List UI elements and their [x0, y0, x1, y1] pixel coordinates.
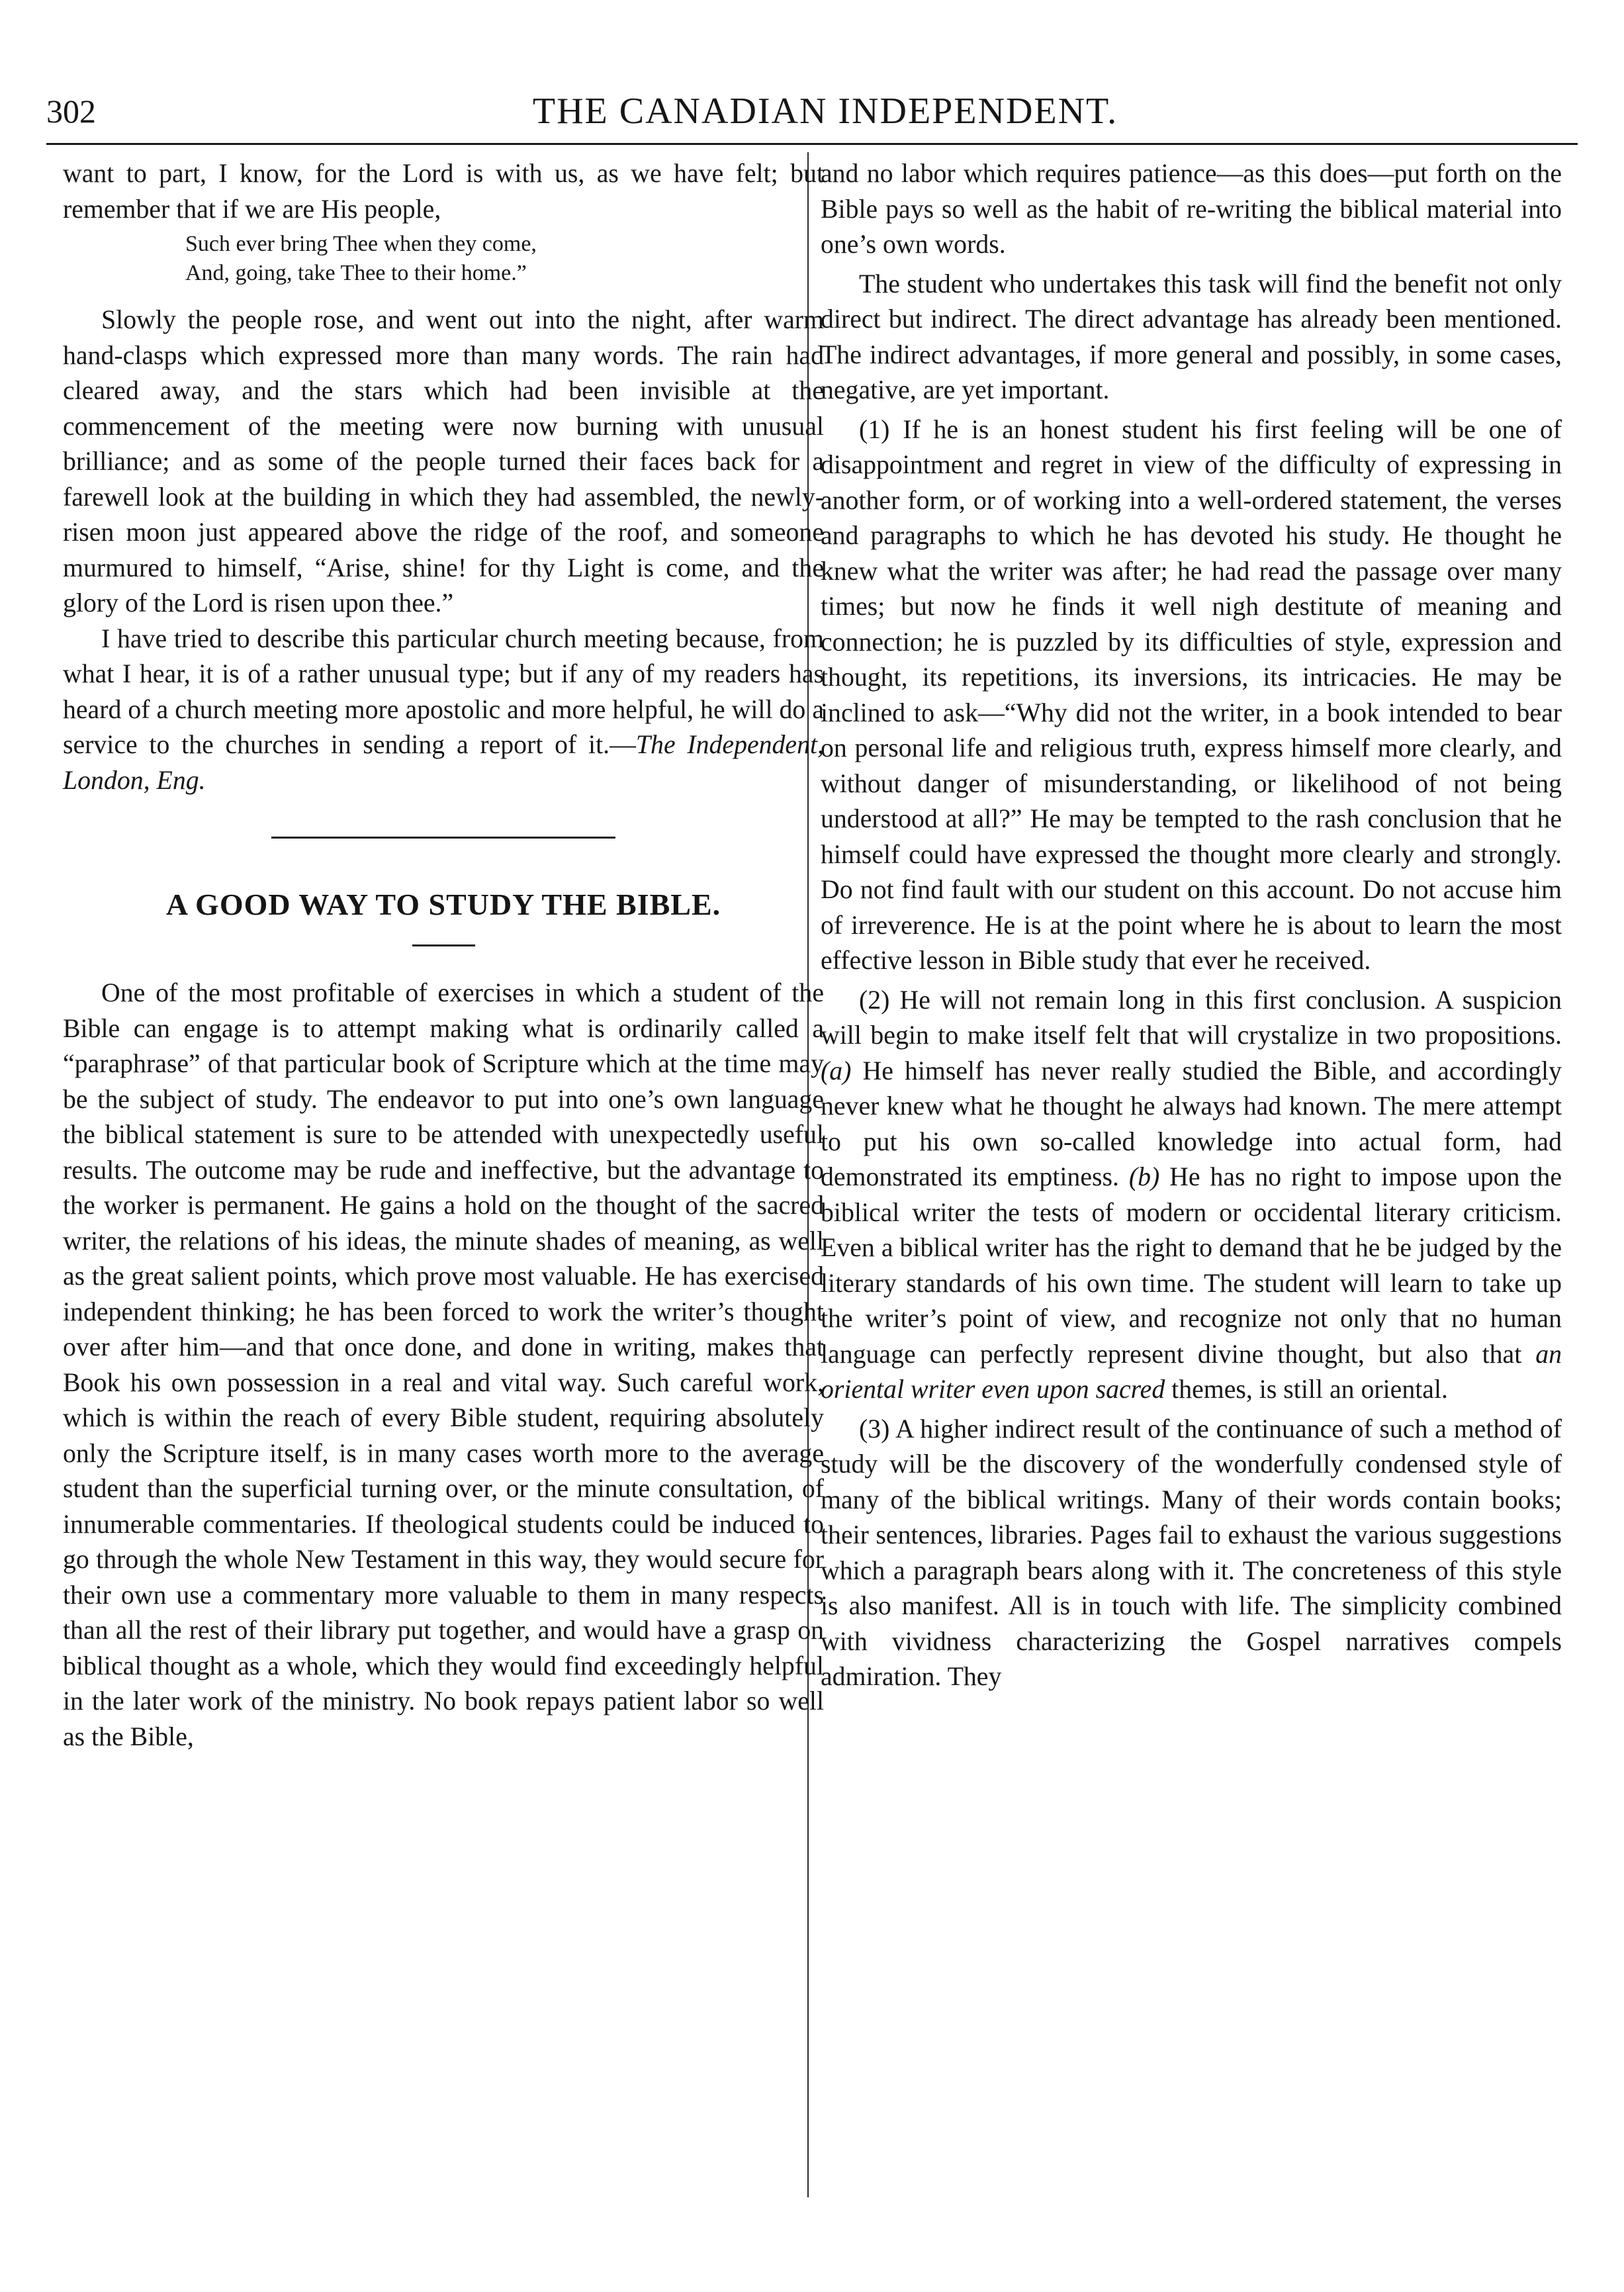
paragraph: (1) If he is an honest student his first feeling will be one of disappointment and regret in view of the difficulty of expressing in another form, or of working into a well-ordered statement, the verses and paragraphs to which he has devoted his study. He thought he knew what the writer was after; he had read the passage over many times; but now he finds it well nigh destitute of meaning and connection; he is puzzled by its difficulties of style, expression and thought, its repetitions, its inversions, its intricacies. He may be inclined to ask—“Why did not the writer, in a book intended to bear on personal life and religious truth, express himself more clearly, and without danger of misunderstanding, or likelihood of not being understood at all?” He may be tempted to the rash conclusion that he himself could have expressed the thought more clearly and strongly. Do not find fault with our student on this account. Do not accuse him of irreverence. He is at the point where he is about to learn the most effective lesson in Bible study that ever he received.: [821, 414, 1562, 975]
list-marker: (b): [1128, 1162, 1160, 1191]
running-title: THE CANADIAN INDEPENDENT.: [532, 91, 1118, 132]
verse-line: And, going, take Thee to their home.”: [185, 261, 527, 285]
paragraph-text: He has no right to impose upon the biblical writer the tests of modern or occidental literary criticism. Even a biblical writer has the right to demand that he be judged by the literary standards of his own time. The student will learn to take up the writer’s point of view, and recognize not only that no human language can perfectly represent divine thought, but also that: [821, 1162, 1562, 1369]
section-divider: [271, 837, 615, 839]
paragraph: Slowly the people rose, and went out into the night, after warm hand-clasps which expressed more than many words. The rain had cleared away, and the stars which had been invisible at the commencement of the meeting were now burning with unusual brilliance; and as some of the people turned their faces back for a farewell look at the building in which they had assembled, the newly-risen moon just appeared above the ridge of the roof, and someone murmured to himself, “Arise, shine! for thy Light is come, and the glory of the Lord is risen upon thee.”: [63, 305, 824, 618]
verse-quotation: [63, 230, 824, 288]
title-divider: [412, 944, 475, 946]
paragraph-text: (2) He will not remain long in this first conclusion. A suspicion will begin to make itself felt that will crystalize in two propositions.: [821, 985, 1562, 1050]
list-marker: (a): [821, 1056, 852, 1085]
paragraph-text: He himself has never really studied the Bible, and accordingly never knew what he thought he always had known. The mere attempt to put his own so-called knowledge into actual form, had demonstrated its emptiness.: [821, 1056, 1562, 1191]
paragraph-text: I have tried to describe this particular church meeting because, from what I hear, it is of a rather unusual type; but if any of my readers has heard of a church meeting more apostolic and more helpful, he will do a service to the churches in sending a report of it.—: [63, 623, 824, 759]
source-citation: The Independent, London, Eng.: [63, 730, 824, 795]
continued-paragraph: want to part, I know, for the Lord is with us, as we have felt; but remember that if we are His people,: [63, 159, 824, 224]
right-column: [821, 156, 1562, 1695]
verse-line: Such ever bring Thee when they come,: [185, 232, 537, 256]
italic-phrase: an oriental writer even upon sacred: [821, 1339, 1562, 1404]
paragraph: [821, 983, 1562, 1408]
left-column: [63, 156, 824, 1755]
paragraph: (3) A higher indirect result of the continuance of such a method of study will be the discovery of the wonderfully condensed style of many of the biblical writings. Many of their words contain books; their sentences, libraries. Pages fail to exhaust the various suggestions which a paragraph bears along with it. The concreteness of this style is also manifest. All is in touch with life. The simplicity combined with vividness characterizing the Gospel narratives compels admiration. They: [821, 1414, 1562, 1691]
paragraph: The student who undertakes this task will find the benefit not only direct but indirect. The direct advantage has already been mentioned. The indirect advantages, if more general and possibly, in some cases, negative, are yet important.: [821, 269, 1562, 404]
page-header: [46, 90, 1578, 145]
article-title: A GOOD WAY TO STUDY THE BIBLE.: [165, 888, 721, 921]
continued-paragraph: and no labor which requires patience—as this does—put forth on the Bible pays so well as the habit of re-writing the biblical material into one’s own words.: [821, 159, 1562, 259]
paragraph: [63, 621, 824, 799]
paragraph: One of the most profitable of exercises in which a student of the Bible can engage is to attempt making what is ordinarily called a “paraphrase” of that particular book of Scripture which at the time may be the subject of study. The endeavor to put into one’s own language the biblical statement is sure to be attended with unexpectedly useful results. The outcome may be rude and ineffective, but the advantage to the worker is permanent. He gains a hold on the thought of the sacred writer, the relations of his ideas, the minute shades of meaning, as well as the great salient points, which prove most valuable. He has exercised independent thinking; he has been forced to work the writer’s thought over after him—and that once done, and done in writing, makes that Book his own possession in a real and vital way. Such careful work, which is within the reach of every Bible student, requiring absolutely only the Scripture itself, is in many cases worth more to the average student than the superficial turning over, or the minute consultation, of innumerable commentaries. If theological students could be induced to go through the whole New Testament in this way, they would secure for their own use a commentary more valuable to them in many respects than all the rest of their library put together, and would have a grasp on biblical thought as a whole, which they would find exceedingly helpful in the later work of the ministry. No book repays patient labor so well as the Bible,: [63, 978, 824, 1751]
paragraph-text: themes, is still an oriental.: [1165, 1375, 1448, 1404]
page-number: 302: [46, 93, 96, 130]
